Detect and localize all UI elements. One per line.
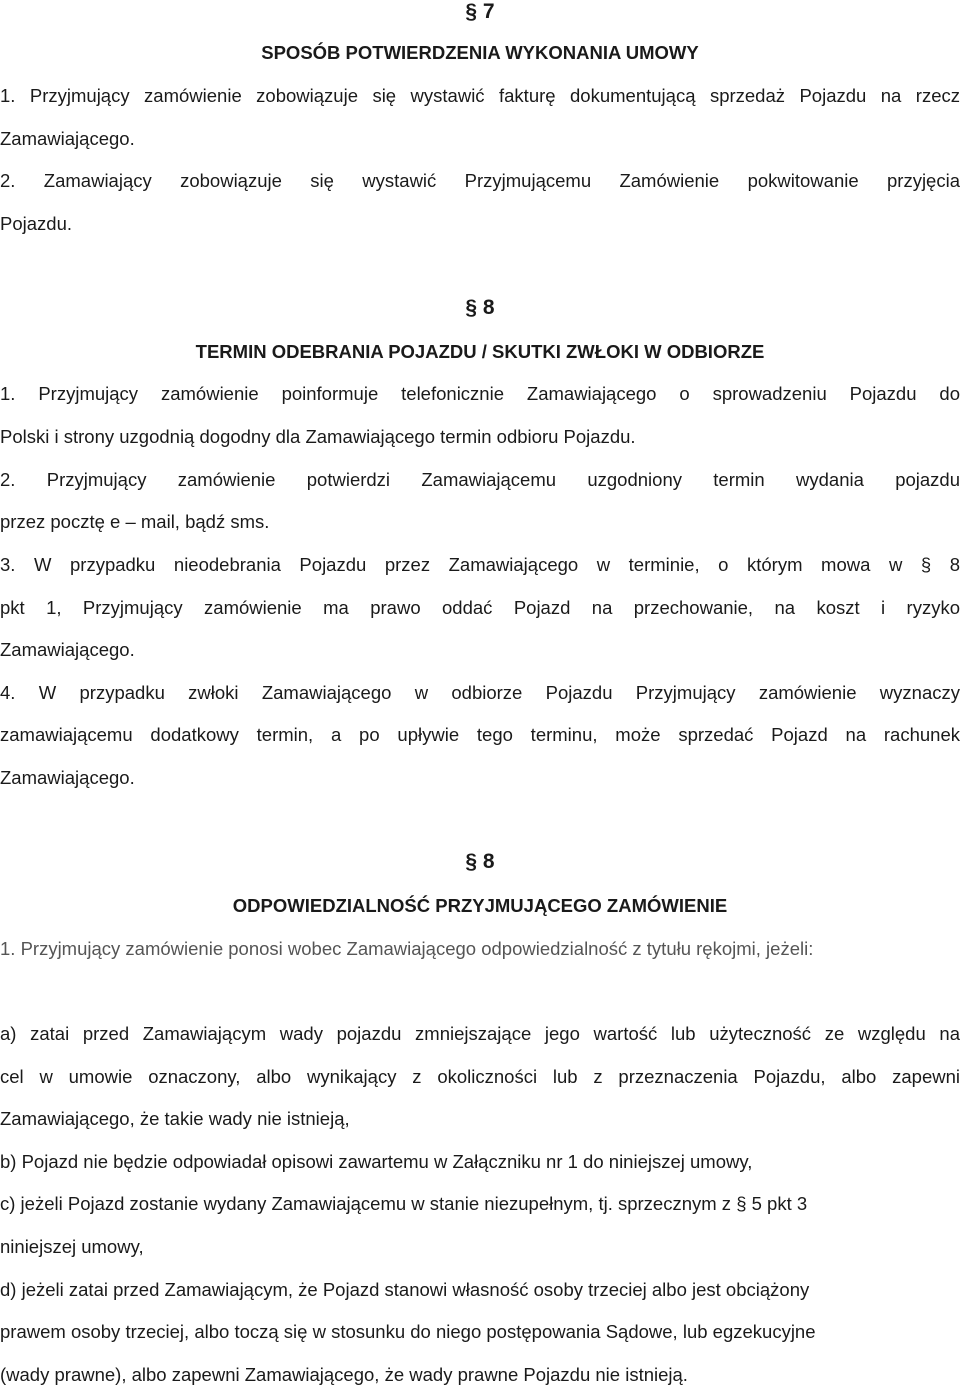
section-8b-line-2: cel w umowie oznaczony, albo wynikający z okoliczności lub z przeznaczenia Pojazdu, albo zapewni: [0, 1066, 960, 1087]
section-8b-line-8: prawem osoby trzeciej, albo toczą się w stosunku do niego postępowania Sądowe, lub egzekucyjne: [0, 1321, 816, 1342]
section-8a-line-1: 1. Przyjmujący zamówienie poinformuje telefonicznie Zamawiającego o sprowadzeniu Pojazdu do: [0, 383, 960, 404]
section-8a-line-4: przez pocztę e – mail, bądź sms.: [0, 511, 270, 532]
section-7-line-4: Pojazdu.: [0, 213, 72, 234]
section-8a-line-10: Zamawiającego.: [0, 767, 135, 788]
section-8b-line-1: a) zatai przed Zamawiającym wady pojazdu zmniejszające jego wartość lub użyteczność ze względu na: [0, 1023, 960, 1044]
section-8a-line-8: 4. W przypadku zwłoki Zamawiającego w odbiorze Pojazdu Przyjmujący zamówienie wyznaczy: [0, 682, 960, 703]
section-8a-line-7: Zamawiającego.: [0, 639, 135, 660]
section-8b-mark: § 8: [465, 850, 495, 873]
section-8b-line-3: Zamawiającego, że takie wady nie istnieją,: [0, 1108, 350, 1129]
section-8a-line-6: pkt 1, Przyjmujący zamówienie ma prawo oddać Pojazd na przechowanie, na koszt i ryzyko: [0, 597, 960, 618]
section-8a-title: TERMIN ODEBRANIA POJAZDU / SKUTKI ZWŁOKI W ODBIORZE: [195, 341, 765, 362]
section-8a-line-2: Polski i strony uzgodnią dogodny dla Zamawiającego termin odbioru Pojazdu.: [0, 426, 636, 447]
section-8b-line-9: (wady prawne), albo zapewni Zamawiającego, że wady prawne Pojazdu nie istnieją.: [0, 1364, 688, 1385]
section-7-line-3: 2. Zamawiający zobowiązuje się wystawić Przyjmującemu Zamówienie pokwitowanie przyjęcia: [0, 170, 960, 191]
section-8a-line-3: 2. Przyjmujący zamówienie potwierdzi Zamawiającemu uzgodniony termin wydania pojazdu: [0, 469, 960, 490]
section-7-line-2: Zamawiającego.: [0, 128, 135, 149]
section-8a-line-9: zamawiającemu dodatkowy termin, a po upływie tego terminu, może sprzedać Pojazd na rachunek: [0, 724, 960, 745]
section-7-title: SPOSÓB POTWIERDZENIA WYKONANIA UMOWY: [261, 42, 699, 63]
section-8a-line-5: 3. W przypadku nieodebrania Pojazdu przez Zamawiającego w terminie, o którym mowa w § 8: [0, 554, 960, 575]
section-8b-line-7: d) jeżeli zatai przed Zamawiającym, że Pojazd stanowi własność osoby trzeciej albo jest obciążony: [0, 1279, 810, 1300]
section-8b-title: ODPOWIEDZIALNOŚĆ PRZYJMUJĄCEGO ZAMÓWIENIE: [232, 895, 728, 916]
section-8a-mark: § 8: [465, 296, 495, 319]
section-8b-line-4: b) Pojazd nie będzie odpowiadał opisowi zawartemu w Załączniku nr 1 do niniejszej umowy,: [0, 1151, 753, 1172]
section-8b-line-6: niniejszej umowy,: [0, 1236, 144, 1257]
section-7-mark: § 7: [465, 0, 495, 23]
section-8b-line-5: c) jeżeli Pojazd zostanie wydany Zamawiającemu w stanie niezupełnym, tj. sprzecznym z § 5 pkt 3: [0, 1193, 808, 1214]
section-7-line-1: 1. Przyjmujący zamówienie zobowiązuje się wystawić fakturę dokumentującą sprzedaż Pojazdu na rzecz: [0, 85, 960, 106]
section-8b-intro: 1. Przyjmujący zamówienie ponosi wobec Zamawiającego odpowiedzialność z tytułu rękojmi, jeżeli:: [0, 938, 814, 959]
